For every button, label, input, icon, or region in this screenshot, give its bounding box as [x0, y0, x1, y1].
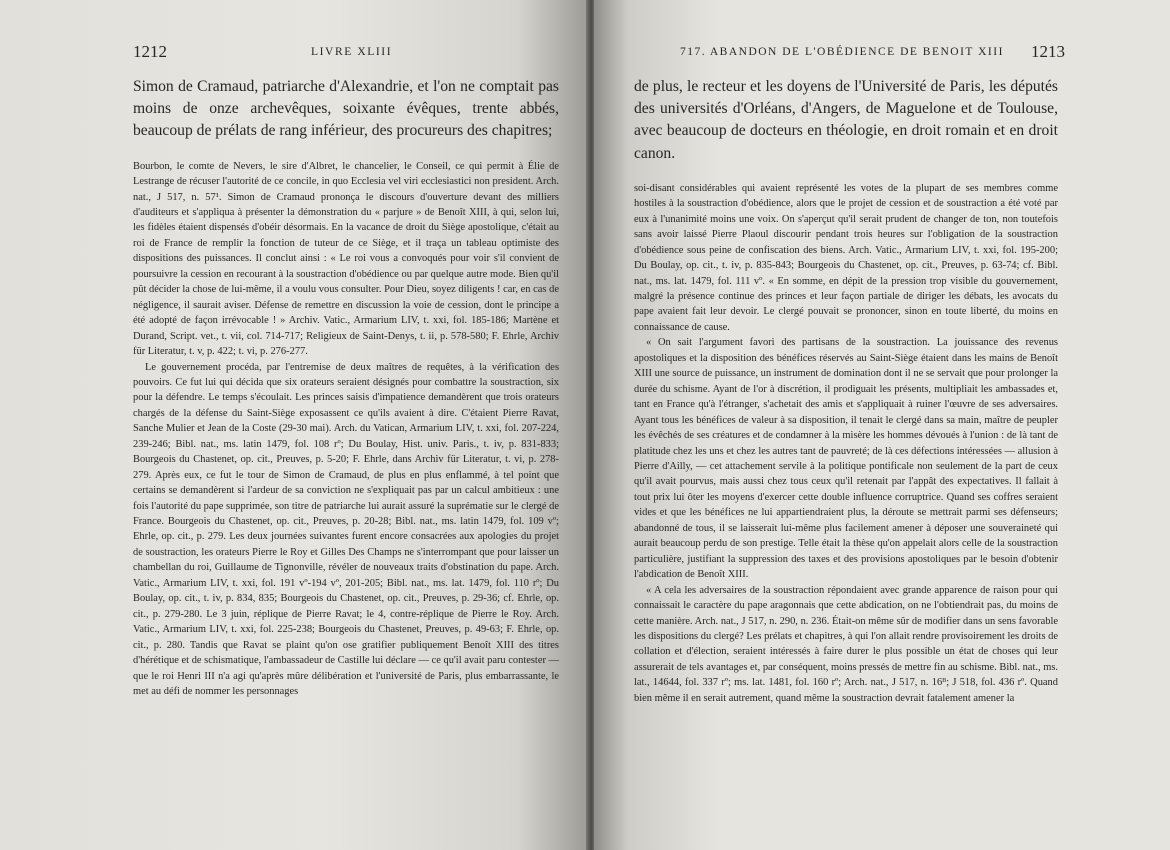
- right-page-number: 1213: [1031, 42, 1065, 61]
- right-main-text: de plus, le recteur et les doyens de l'Université de Paris, les députés des universités d'Orléans, d'Angers, de Maguelone et de Toulouse, avec beaucoup de docteurs en théologie, en droit romain et en droit canon.: [634, 78, 1058, 162]
- left-text-block: [133, 76, 559, 699]
- right-text-block: [634, 76, 1058, 706]
- right-running-head: 717. ABANDON DE L'OBÉDIENCE DE BENOIT XIII: [680, 46, 1004, 58]
- left-footnote: Le gouvernement procéda, par l'entremise de deux maîtres de requêtes, à la vérification des pouvoirs. Ce fut lui qui décida que six orateurs seraient désignés pour combattre la soustraction, six pour la défendre. Le temps s'écoulait. Les princes saisis d'impatience demandèrent que trois orateurs chargés de la défense du Saint-Siège exposassent ce qu'ils avaient à dire. C'étaient Pierre Ravat, Sanche Mulier et Jean de la Coste (29-30 mai). Arch. du Vatican, Armarium LIV, t. xxi, fol. 207-224, 239-246; Bibl. nat., ms. latin 1479, fol. 108 rº; Du Boulay, Hist. univ. Paris., t. iv, p. 831-833; Bourgeois du Chastenet, op. cit., Preuves, p. 5-20; F. Ehrle, dans Archiv für Literatur, t. vi, p. 278-279. Après eux, ce fut le tour de Simon de Cramaud, de plus en plus enflammé, à tel point que certains se demandèrent si l'ardeur de sa conviction ne s'expliquait pas par un calcul ambitieux : une fois l'autorité du pape supprimée, son titre de patriarche lui aurait assuré la suprématie sur le clergé de France. Bourgeois du Chastenet, op. cit., Preuves, p. 20-28; Bibl. nat., ms. latin 1479, fol. 109 vº; Ehrle, op. cit., p. 279. Les deux journées suivantes furent encore consacrées aux apologies du projet de soustraction, les orateurs Pierre le Roy et Gilles Des Champs ne s'interrompant que pour laisser un chambellan du roi, Guillaume de Tignonville, révéler de nouveaux traits d'obstination du pape. Arch. Vatic., Armarium LIV, t. xxi, fol. 191 vº-194 vº, 201-205; Bibl. nat., ms. lat. 1479, fol. 110 rº; Du Boulay, op. cit., t. iv, p. 834, 835; Bourgeois du Chastenet, op. cit., Preuves, p. 29-36; cf. Ehrle, op. cit., p. 279-280. Le 3 juin, réplique de Pierre Ravat; le 4, contre-réplique de Pierre le Roy. Arch. Vatic., Armarium LIV, t. xxi, fol. 225-238; Bourgeois du Chastenet, Preuves, p. 49-63; F. Ehrle, op. cit., p. 280. Tandis que Ravat se plaint qu'on ose gratifier publiquement Benoît XIII des titres d'hérétique et de schismatique, l'ambassadeur de Castille lui déclare — ce qu'il avait paru contester — que le roi Henri III n'a agi qu'après mûre délibération et l'université de Paris, plus embarrassante, le met au défi de nommer les personnages: [133, 361, 559, 698]
- right-footnote: « A cela les adversaires de la soustraction répondaient avec grande apparence de raison pour qui connaissait le caractère du pape aragonnais que cette abdication, on ne l'obtiendrait pas, du moins de cette manière. Arch. nat., J 517, n. 290, n. 236. Était-on même sûr de modifier dans un sens favorable les dispositions du clergé? Les prélats et chapitres, à qui l'on allait rendre provisoirement les droits de collation et d'élection, seraient intéressés à faire durer le plus possible un état de choses qui leur assurerait de tels avantages et, par conséquent, moins pressés de mettre fin au schisme. Bibl. nat., ms. lat., 14644, fol. 337 rº; ms. lat. 1481, fol. 160 rº; Arch. nat., J 517, n. 16ᴮ; J 518, fol. 436 rº. Quand bien même il en serait autrement, quand même la soustraction devrait fatalement amener la: [634, 584, 1058, 704]
- right-footnote: soi-disant considérables qui avaient représenté les votes de la plupart de ses membres comme hostiles à la soustraction d'obédience, alors que le projet de cession et de soustraction a été voté par eux à l'unanimité moins une voix. On s'aperçut qu'il serait prudent de changer de ton, non toutefois sans avoir laissé Pierre Plaoul discourir pendant trois heures sur l'obligation de la soustraction d'obédience sous peine de confiscation des biens. Arch. Vatic., Armarium LIV, t. xxi, fol. 195-200; Du Boulay, op. cit., t. iv, p. 835-843; Bourgeois du Chastenet, op. cit., Preuves, p. 63-74; cf. Bibl. nat., ms. lat. 1479, fol. 111 vº. « En somme, en dépit de la pression trop visible du gouvernement, malgré la présence continue des princes et leur façon partiale de diriger les débats, les avocats du pape avaient fait leur devoir. Le clergé pouvait se prononcer, sinon en toute liberté, du moins en connaissance de cause.: [634, 182, 1058, 333]
- right-page: [594, 0, 1170, 850]
- left-footnote: Bourbon, le comte de Nevers, le sire d'Albret, le chancelier, le Conseil, ce qui permit à Élie de Lestrange de récuser l'autorité de ce concile, in quo Ecclesia vel viri ecclesiastici non president. Arch. nat., J 517, n. 57¹. Simon de Cramaud prononça le discours d'ouverture devant des milliers d'auditeurs et s'appliqua à présenter la démonstration du « parjure » de Benoît XIII, à qui, selon lui, les fidèles étaient dispensés d'obéir désormais. En la vacance de droit du Siège apostolique, c'était au roi de France de remplir la fonction de tuteur de ce Siège, et il traça un tableau optimiste des dispositions des puissances. Il conclut ainsi : « Le roi vous a convoqués pour voir s'il convient de poursuivre la cession en recourant à la soustraction d'obédience ou par quelque autre mode. Bien qu'il pût décider la chose de lui-même, il a voulu vous consulter. Pour Dieu, soyez diligents ! car, en cas de négligence, il saurait aviser. Défense de remettre en discussion la voie de cession, dont le principe a été adopté de façon irrévocable ! » Archiv. Vatic., Armarium LIV, t. xxi, fol. 185-186; Martène et Durand, Script. vet., t. vii, col. 714-717; Religieux de Saint-Denys, t. ii, p. 578-580; F. Ehrle, Archiv für Literatur, t. v, p. 422; t. vi, p. 276-277.: [133, 160, 559, 358]
- left-running-head: LIVRE XLIII: [311, 46, 393, 58]
- left-page-number: 1212: [133, 42, 167, 61]
- right-footnote: « On sait l'argument favori des partisans de la soustraction. La jouissance des revenus apostoliques et la disposition des bénéfices réservés au Saint-Siège étaient dans les mains de Benoît XIII une source de puissance, un instrument de domination dont il ne se servait que pour prolonger la durée du schisme. Ayant de l'or à discrétion, il prodiguait les présents, multipliait les ambassades et, tant en France qu'à l'étranger, s'achetait des amis et s'appliquait à ruiner l'œuvre de ses adversaires. Ayant tous les bénéfices de valeur à sa disposition, il tenait le clergé dans sa main, maître de peupler les évêchés de ses créatures et de condamner à la misère les hommes dévoués à l'union : de là tant de platitude chez les uns et chez les autres tant de pauvreté; de là ces défections intéressées — allusion à Pierre d'Ailly, — cet attachement servile à la politique pontificale non seulement de la part de ceux qu'il avait pourvus, mais aussi chez tous ceux qu'il retenait par l'appât des expectatives. Il fallait à tout prix lui ôter les moyens d'exercer cette double influence corruptrice. Quand ses coffres seraient vides et que les bénéfices ne lui appartiendraient plus, la déroute se mettrait parmi ses défenseurs; abandonné de tous, il se laisserait lui-même plus facilement amener à déposer une souveraineté qui aurait beaucoup perdu de son prestige. Telle était la thèse qu'on appelait alors celle de la soustraction particulière, justifiant la suppression des taxes et des provisions apostoliques par le besoin d'obtenir l'abdication de Benoît XIII.: [634, 337, 1058, 581]
- left-main-text: Simon de Cramaud, patriarche d'Alexandrie, et l'on ne comptait pas moins de onze archevêques, soixante évêques, trente abbés, beaucoup de prélats de rang inférieur, des procureurs des chapitres;: [133, 78, 559, 140]
